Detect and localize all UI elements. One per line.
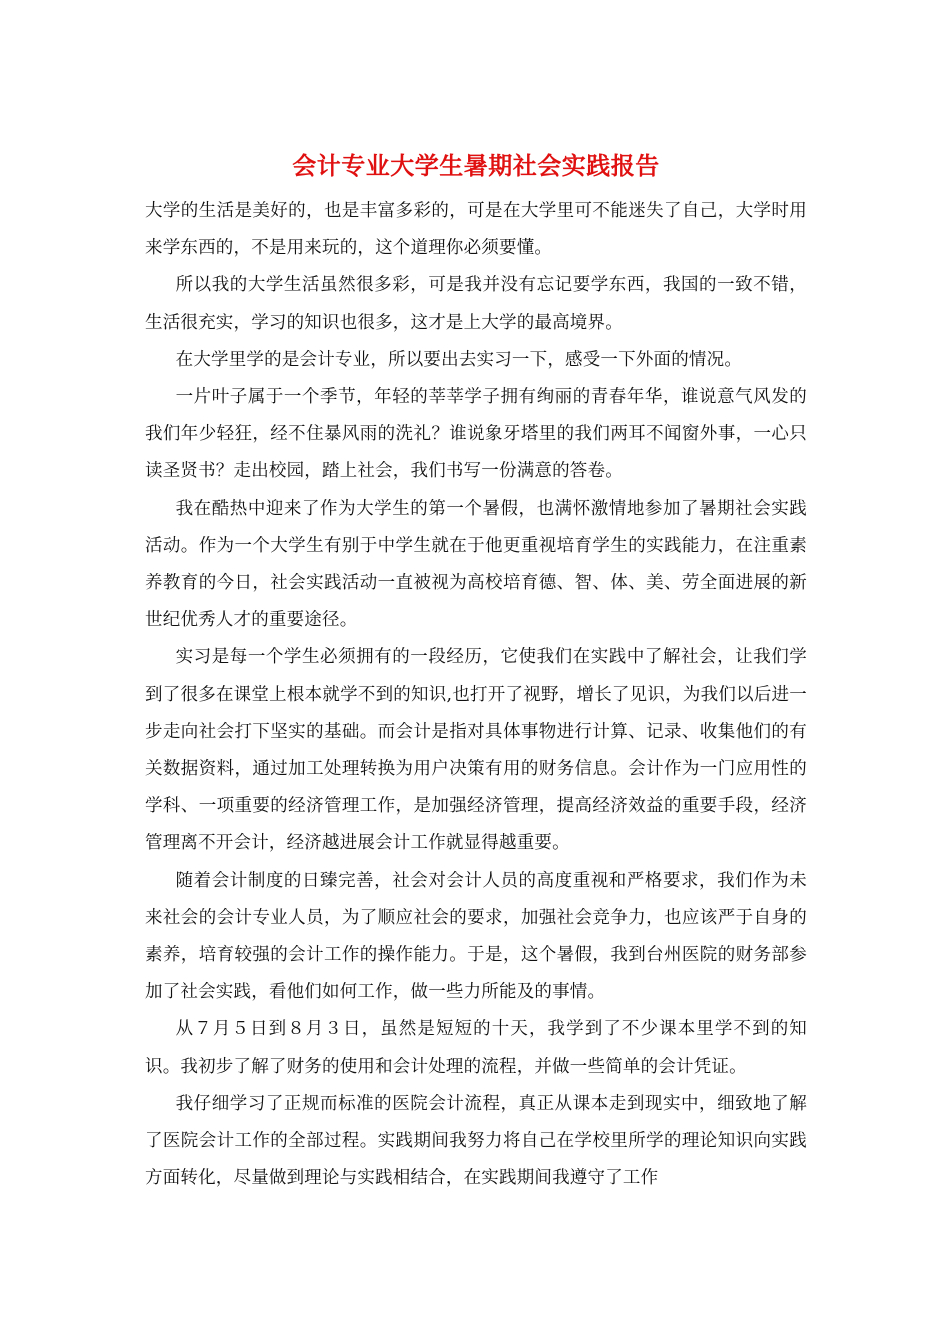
document-body [145,145,807,1197]
paragraph-9: 我仔细学习了正规而标准的医院会计流程，真正从课本走到现实中，细致地了解了医院会计工作的全部过程。实践期间我努力将自己在学校里所学的理论知识向实践方面转化，尽量做到理论与实践相结合，在实践期间我遵守了工作 [145,1093,807,1189]
paragraph-6: 实习是每一个学生必须拥有的一段经历，它使我们在实践中了解社会，让我们学到了很多在课堂上根本就学不到的知识,也打开了视野，增长了见识，为我们以后进一步走向社会打下坚实的基础。而会计是指对具体事物进行计算、记录、收集他们的有关数据资料，通过加工处理转换为用户决策有用的财务信息。会计作为一门应用性的学科、一项重要的经济管理工作，是加强经济管理，提高经济效益的重要手段，经济管理离不开会计，经济越进展会计工作就显得越重要。 [145,647,807,854]
paragraph-2: 所以我的大学生活虽然很多彩，可是我并没有忘记要学东西，我国的一致不错，生活很充实，学习的知识也很多，这才是上大学的最高境界。 [145,275,807,333]
paragraph-5: 我在酷热中迎来了作为大学生的第一个暑假，也满怀激情地参加了暑期社会实践活动。作为一个大学生有别于中学生就在于他更重视培育学生的实践能力，在注重素养教育的今日，社会实践活动一直被视为高校培育德、智、体、美、劳全面进展的新世纪优秀人才的重要途径。 [145,498,807,631]
paragraph-3: 在大学里学的是会计专业，所以要出去实习一下，感受一下外面的情况。 [175,349,743,370]
paragraph-7: 随着会计制度的日臻完善，社会对会计人员的高度重视和严格要求，我们作为未来社会的会计专业人员，为了顺应社会的要求，加强社会竞争力，也应该严于自身的素养，培育较强的会计工作的操作能力。于是，这个暑假，我到台州医院的财务部参加了社会实践，看他们如何工作，做一些力所能及的事情。 [145,870,807,1003]
paragraph-4: 一片叶子属于一个季节，年轻的莘莘学子拥有绚丽的青春年华，谁说意气风发的我们年少轻狂，经不住暴风雨的洗礼？谁说象牙塔里的我们两耳不闻窗外事，一心只读圣贤书？走出校园，踏上社会，我们书写一份满意的答卷。 [145,387,807,482]
document-title: 会计专业大学生暑期社会实践报告 [292,151,660,180]
paragraph-1: 大学的生活是美好的，也是丰富多彩的，可是在大学里可不能迷失了自己，大学时用来学东西的，不是用来玩的，这个道理你必须要懂。 [145,201,807,259]
paragraph-8: 从７月５日到８月３日，虽然是短短的十天，我学到了不少课本里学不到的知识。我初步了解了财务的使用和会计处理的流程，并做一些简单的会计凭证。 [145,1019,807,1077]
